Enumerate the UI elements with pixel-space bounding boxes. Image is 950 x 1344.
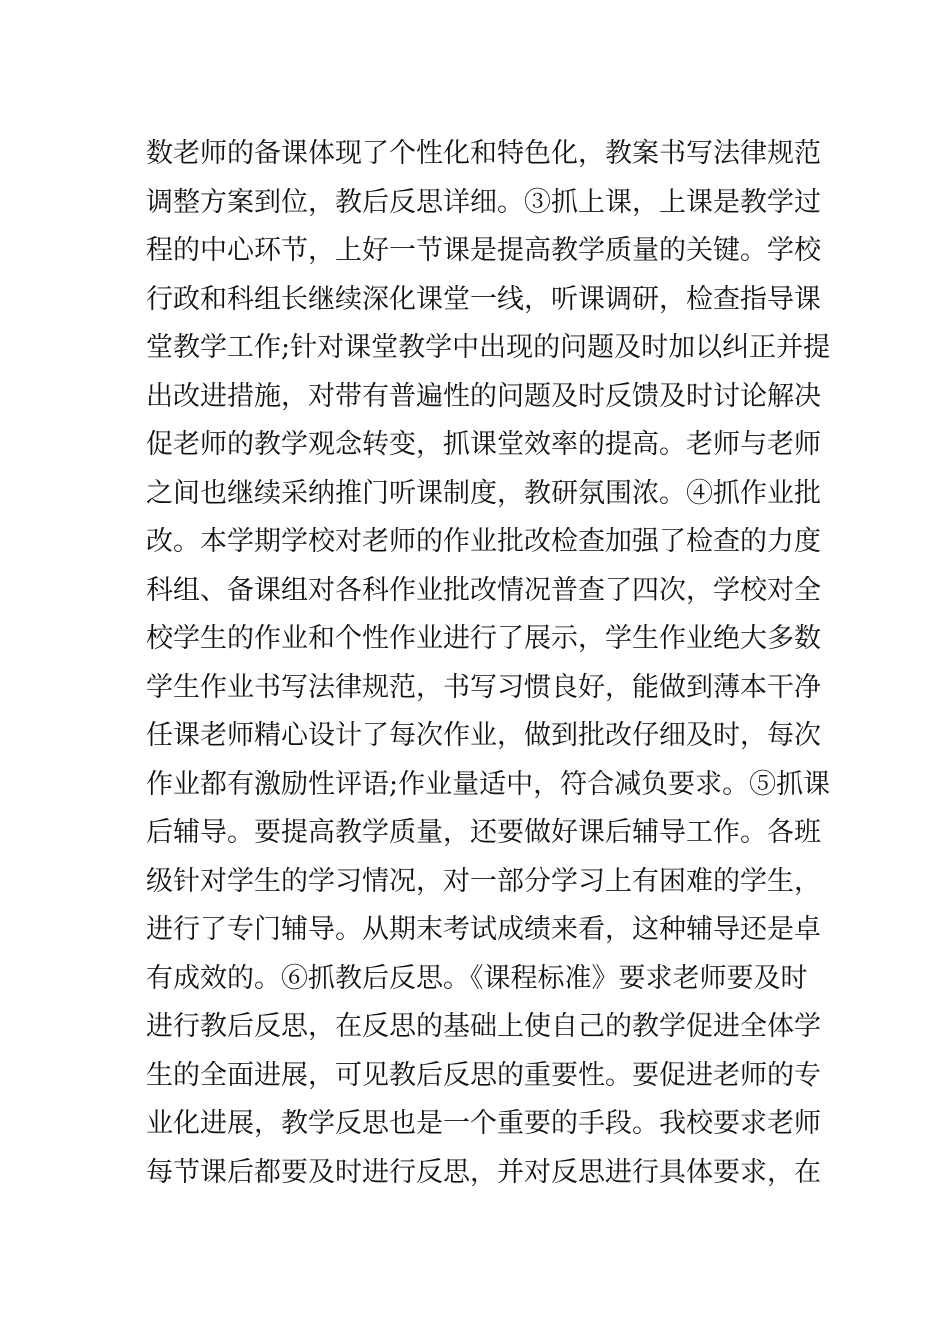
text-line-16: 级针对学生的学习情况，对一部分学习上有困难的学生，: [146, 865, 821, 897]
text-line-2: 调整方案到位，教后反思详细。③抓上课，上课是教学过: [146, 186, 821, 218]
text-line-4: 行政和科组长继续深化课堂一线，听课调研，检查指导课: [146, 283, 821, 315]
text-line-3: 程的中心环节，上好一节课是提高教学质量的关键。学校: [146, 235, 821, 266]
text-line-7: 促老师的教学观念转变，抓课堂效率的提高。老师与老师: [146, 429, 821, 460]
text-line-21: 业化进展，教学反思也是一个重要的手段。我校要求老师: [146, 1108, 821, 1139]
text-line-6: 出改进措施，对带有普遍性的问题及时反馈及时讨论解决: [146, 380, 821, 412]
text-line-8: 之间也继续采纳推门听课制度，教研氛围浓。④抓作业批: [146, 477, 821, 509]
text-line-1: 数老师的备课体现了个性化和特色化，教案书写法律规范: [146, 138, 821, 169]
text-line-22: 每节课后都要及时进行反思，并对反思进行具体要求，在: [146, 1156, 821, 1188]
text-line-11: 校学生的作业和个性作业进行了展示，学生作业绝大多数: [146, 623, 821, 654]
text-line-13: 任课老师精心设计了每次作业，做到批改仔细及时，每次: [146, 720, 821, 751]
body-text: [146, 130, 831, 1197]
text-line-10: 科组、备课组对各科作业批改情况普查了四次，学校对全: [146, 574, 821, 606]
text-line-20: 生的全面进展，可见教后反思的重要性。要促进老师的专: [146, 1059, 821, 1091]
text-line-15: 后辅导。要提高教学质量，还要做好课后辅导工作。各班: [146, 817, 821, 848]
text-line-9: 改。本学期学校对老师的作业批改检查加强了检查的力度: [146, 526, 821, 557]
text-line-19: 进行教后反思，在反思的基础上使自己的教学促进全体学: [146, 1011, 821, 1042]
text-line-14: 作业都有激励性评语;作业量适中，符合减负要求。⑤抓课: [146, 768, 831, 800]
text-line-5: 堂教学工作;针对课堂教学中出现的问题及时加以纠正并提: [146, 332, 831, 363]
text-line-18: 有成效的。⑥抓教后反思。《课程标准》要求老师要及时: [146, 962, 808, 994]
text-line-12: 学生作业书写法律规范，书写习惯良好，能做到薄本干净: [146, 671, 821, 703]
text-line-17: 进行了专门辅导。从期末考试成绩来看，这种辅导还是卓: [146, 914, 821, 945]
